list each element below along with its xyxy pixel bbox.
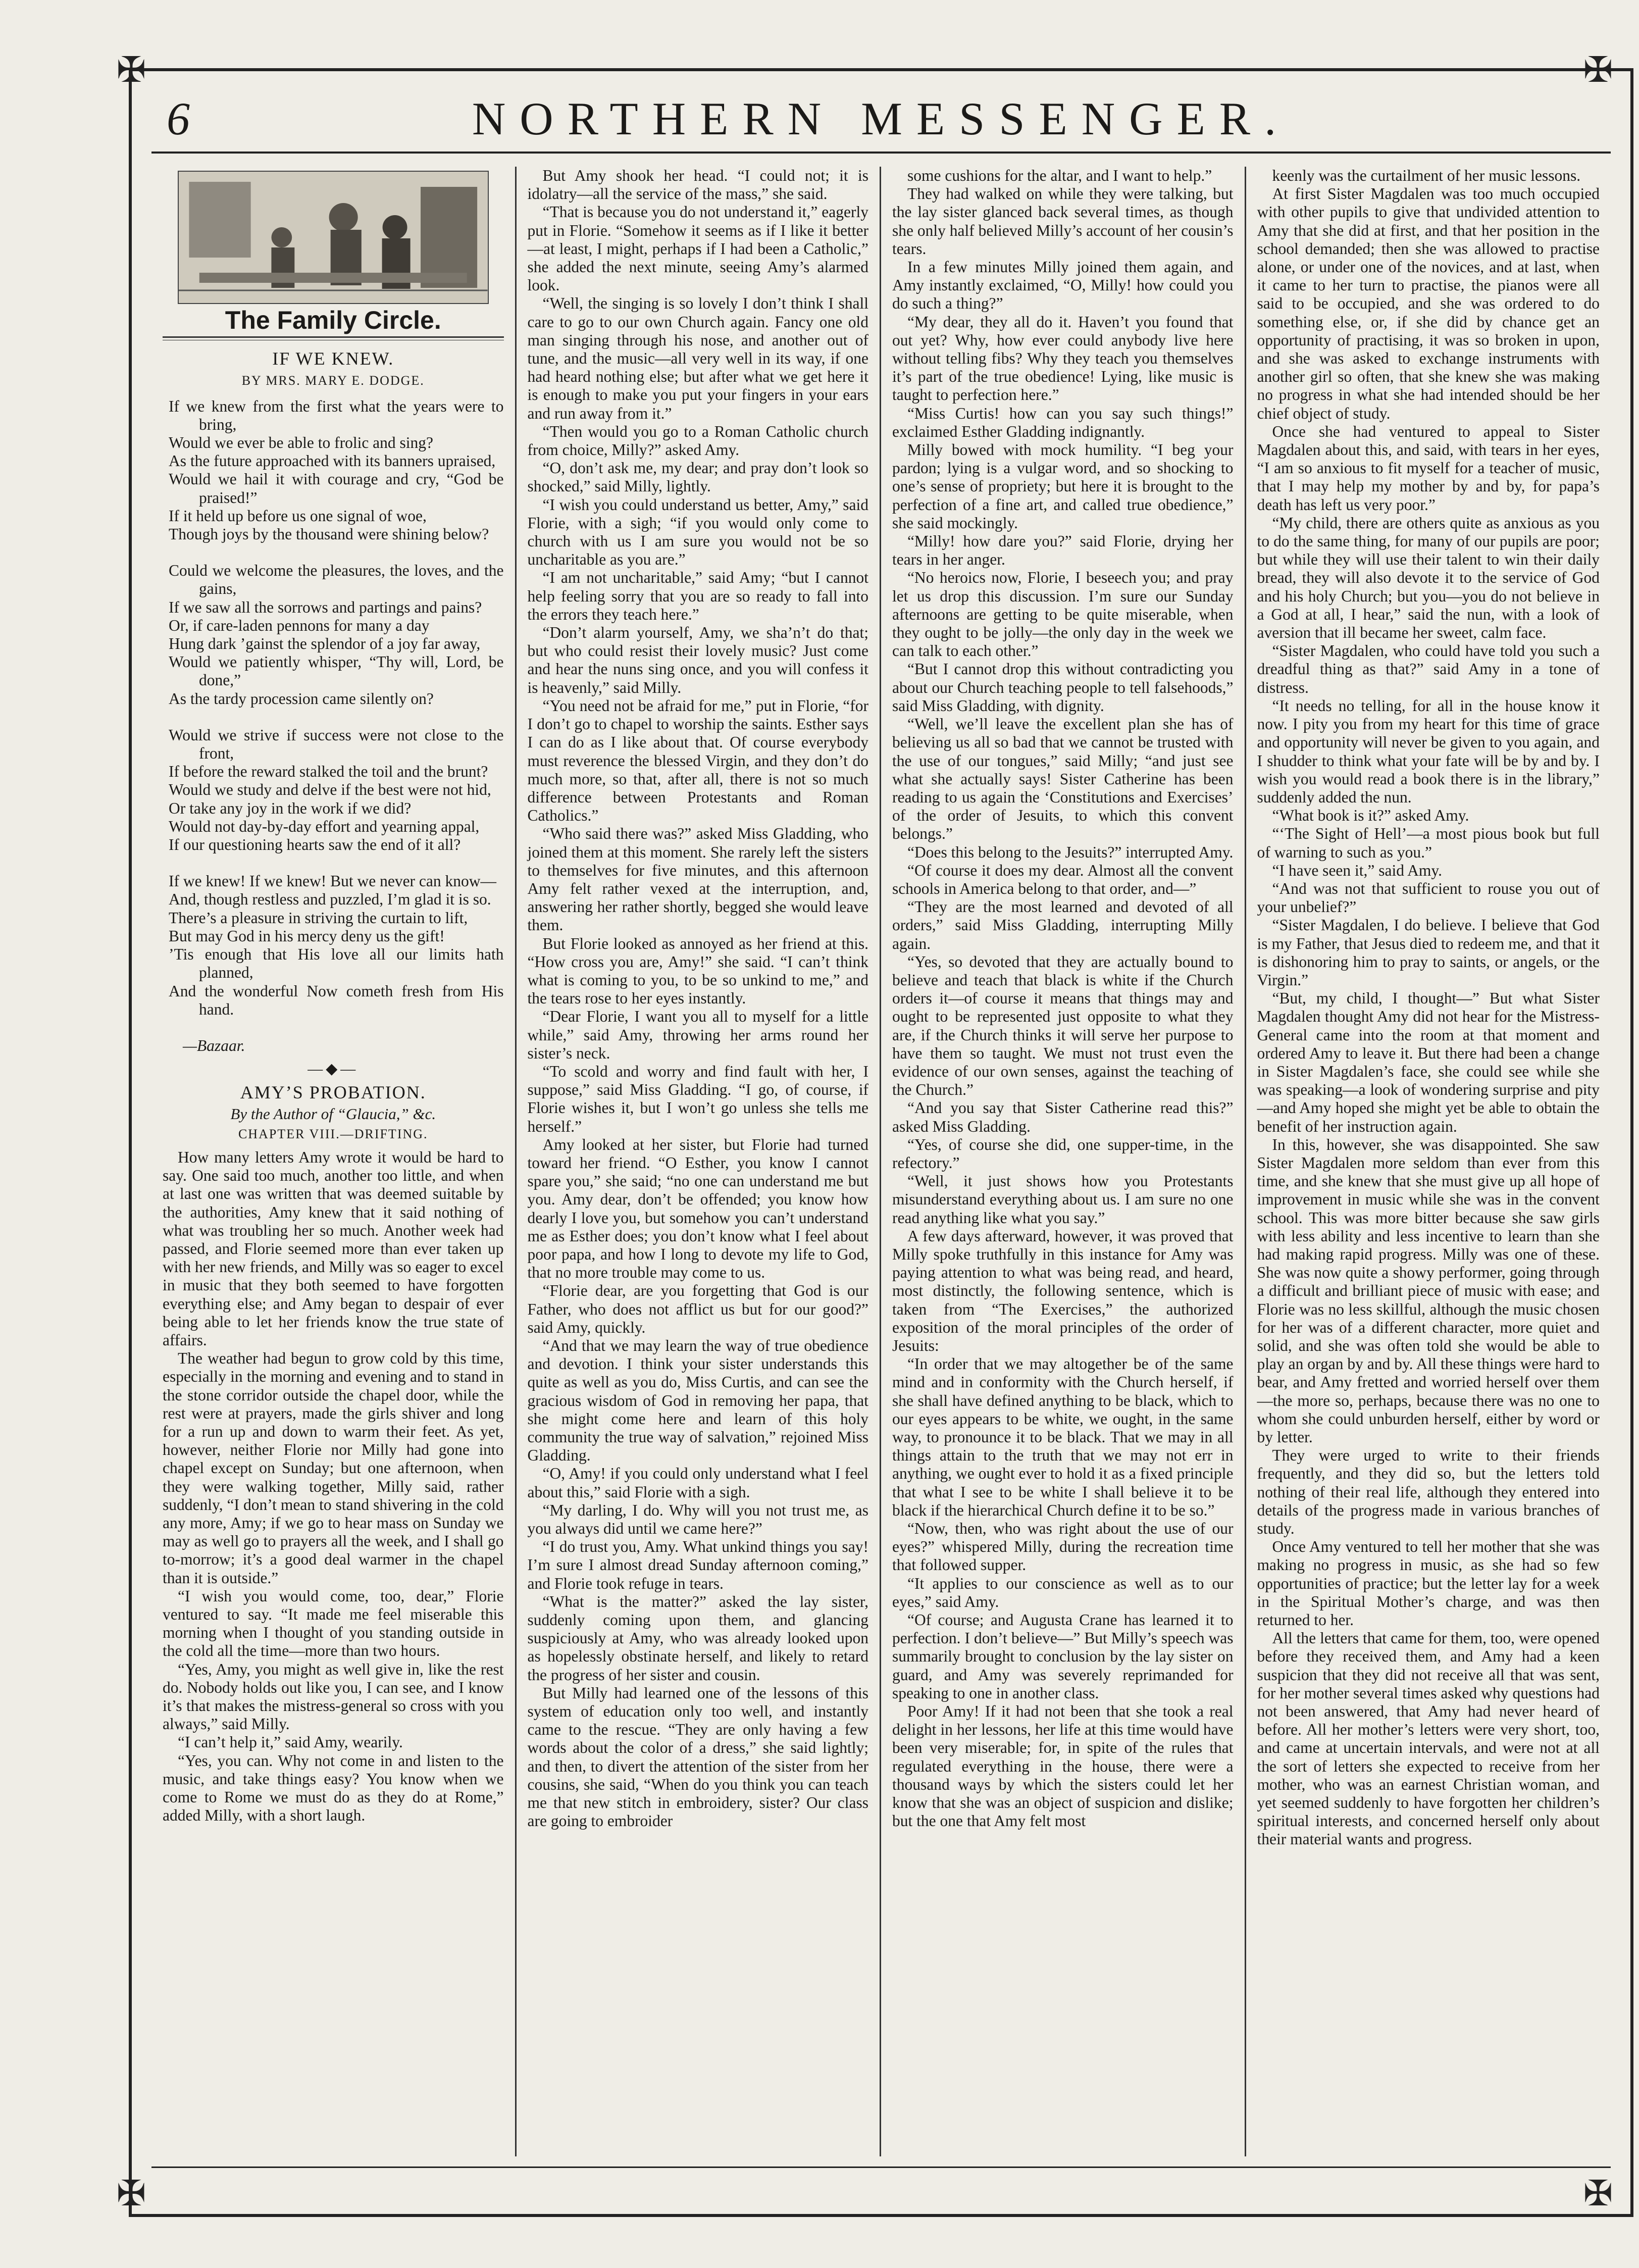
poem-line: If we knew! If we knew! But we never can know— [169,872,497,890]
poem-line: Would we hail it with courage and cry, “God be praised!” [169,470,504,507]
story-paragraph: “Does this belong to the Jesuits?” interrupted Amy. [907,843,1234,861]
story-paragraph: “Yes, of course she did, one supper-time, in the refectory.” [892,1135,1234,1172]
story-paragraph: “Sister Magdalen, who could have told you such a dreadful thing as that?” said Amy in a tone of distress. [1257,642,1600,696]
poem-byline: BY MRS. MARY E. DODGE. [241,373,425,388]
story-paragraph: “My child, there are others quite as anxious as you to do the same thing, for many of our pupils are poor; but while they will use their talent to win their daily bread, they will also devote it to the service of God and his holy Church; but you—you do not believe in a God at all, I hear,” said the nun, with a look of aversion that ill became her sweet, calm face. [1257,514,1600,642]
story-paragraph: At first Sister Magdalen was too much occupied with other pupils to give that undivided attention to Amy that she did at first, and that her position in the school demanded; then she was allowed to practise alone, or under one of the novices, and at last, when it came to her turn to practise, the pianos were all said to be occupied, and she was ordered to do something else, or, if she did by chance get an opportunity of practising, it was so broken in upon, and she was asked to exchange instruments with another girl so often, that she knew she was making no progress in what she had intended should be her chief object of study. [1257,185,1600,422]
poem-stanza [163,397,504,544]
masthead-title: NORTHERN MESSENGER. [472,93,1291,144]
corner-ornament-top-left: ✠ [116,51,146,90]
poem-line: If we saw all the sorrows and partings and pains? [169,598,482,616]
page-number: 6 [167,93,190,144]
story-paragraph: “Well, we’ll leave the excellent plan she has of believing us all so bad that we cannot be trusted with the use of our tongues,” said Milly; “and just see what she actually says! Sister Catherine has been reading to us again the ‘Constitutions and Exercises’ of the order of Jesuits, to which this convent belongs.” [892,715,1234,843]
story-paragraph: “Sister Magdalen, I do believe. I believe that God is my Father, that Jesus died to redeem me, and that it is dishonoring him to pray to saints, or angels, or the Virgin.” [1257,916,1600,989]
story-paragraph: “My dear, they all do it. Haven’t you found that out yet? Why, how ever could anybody live here without telling fibs? Why they teach you themselves it’s part of the true obedience! Lying, like music is taught to perfection here.” [892,313,1234,404]
story-paragraph: “Of course; and Augusta Crane has learned it to perfection. I don’t believe—” But Milly’s speech was summarily brought to conclusion by the lay sister on guard, and Amy was severely reprimanded for speaking to one in another class. [892,1611,1234,1702]
column-1 [151,167,517,2156]
poem-line: Hung dark ’gainst the splendor of a joy far away, [169,635,481,653]
story-paragraph: “Now, then, who was right about the use of our eyes?” whispered Milly, during the recreation time that followed supper. [892,1520,1234,1574]
story-paragraph: Milly bowed with mock humility. “I beg your pardon; lying is a vulgar word, and so shocking to one’s sense of propriety; but here it is brought to the perfection of a fine art, and called true obedience,” she said mockingly. [892,441,1234,532]
story-paragraph: “Who said there was?” asked Miss Gladding, who joined them at this moment. She rarely left the sisters to themselves for five minutes, and this afternoon Amy felt rather vexed at the interruption, and, answering her rather shortly, begged she would leave them. [527,825,868,934]
story-paragraph: Once Amy ventured to tell her mother that she was making no progress in music, as she had so few opportunities of practice; but the letter lay for a week in the Spiritual Mother’s charge, and was then returned to her. [1257,1538,1600,1629]
poem-stanza [163,872,504,1019]
story-paragraph: In this, however, she was disappointed. She saw Sister Magdalen more seldom than ever from this time, and she knew that she must give up all hope of improvement in music while she was in the convent school. This was more bitter because she saw girls with less ability and less incentive to learn than she had making rapid progress. Milly was one of these. She was now quite a showy performer, going through a difficult and brilliant piece of music with ease; and Florie was no less skillful, although the music chosen for her was of a different character, more quiet and solid, and she was often told she would be able to play an organ by and by. All these things were hard to bear, and Amy fretted and worried herself over them—the more so, perhaps, because there was no one to whom she could unburden herself, either by word or by letter. [1257,1135,1600,1446]
section-rule [163,336,504,340]
poem-line: And the wonderful Now cometh fresh from His hand. [169,982,504,1018]
poem-line: As the tardy procession came silently on? [169,689,434,708]
chapter-heading: CHAPTER VIII.—DRIFTING. [238,1126,428,1141]
story-paragraph: “Milly! how dare you?” said Florie, drying her tears in her anger. [892,532,1234,569]
story-paragraph: “I have seen it,” said Amy. [1272,861,1442,879]
engraving-image [179,172,488,303]
poem-source: —Bazaar. [183,1036,245,1054]
poem-stanza [163,562,504,708]
poem-title: IF WE KNEW. [272,348,394,369]
story-paragraph: “Then would you go to a Roman Catholic church from choice, Milly?” asked Amy. [527,422,868,459]
story-body-column-2 [528,167,869,1830]
article-columns [151,167,1611,2156]
story-paragraph: All the letters that came for them, too, were opened before they received them, and Amy had a keen suspicion that they did not receive all that was sent, for her mother several times asked why questions had not been answered, that Amy had never heard of before. All her mother’s letters were very short, too, and came at uncertain intervals, and were not at all the sort of letters she expected to receive from her mother, who was an earnest Christian woman, and yet seemed suddenly to have forgotten her children’s spiritual interests, and concerned herself only about their material wants and progress. [1257,1629,1600,1848]
poem-line: Would we ever be able to frolic and sing? [169,434,434,452]
poem-body [163,397,504,1055]
story-paragraph: “And you say that Sister Catherine read this?” asked Miss Gladding. [892,1099,1234,1135]
story-paragraph: “Well, the singing is so lovely I don’t think I shall care to go to our own Church again. Fancy one old man singing through his nose, and another out of tune, and the music—all very well in its way, if one had heard nothing else; but after what we get here it is enough to make you put your fingers in your ears and run away from it.” [527,294,868,422]
poem-line: If it held up before us one signal of woe, [169,507,427,525]
story-paragraph: “That is because you do not understand it,” eagerly put in Florie. “Somehow it seems as if I like it better—at least, I might, perhaps if I had been a Catholic,” she added the next minute, seeing Amy’s alarmed look. [527,203,868,294]
poem-line: There’s a pleasure in striving the curtain to lift, [169,909,468,927]
poem-line: But may God in his mercy deny us the gift! [169,927,445,945]
column-2 [517,167,882,2156]
poem-line: If we knew from the first what the years were to bring, [169,397,504,433]
story-body-column-4 [1257,167,1600,1849]
story-paragraph: Poor Amy! If it had not been that she took a real delight in her lessons, her life at this time would have been very miserable; for, in spite of the rules that regulated everything in the house, there were a thousand ways by which the sisters could let her know that she was an object of suspicion and dislike; but the one that Amy felt most [892,1702,1234,1830]
story-paragraph: “I wish you would come, too, dear,” Florie ventured to say. “It made me feel miserable this morning when I thought of you standing outside in the cold all the time—more than two hours. [163,1587,504,1660]
poem-line: If our questioning hearts saw the end of it all? [169,836,461,854]
story-paragraph: some cushions for the altar, and I want to help.” [907,167,1212,184]
corner-ornament-top-right: ✠ [1583,51,1613,90]
story-paragraph: “Yes, you can. Why not come in and listen to the music, and take things easy? You know when we come to Rome we must do as they do at Rome,” added Milly, with a short laugh. [163,1751,504,1825]
story-paragraph: “I wish you could understand us better, Amy,” said Florie, with a sigh; “if you would only come to church with us I am sure you would not be so uncharitable as you are.” [527,495,868,569]
story-paragraph: “Dear Florie, I want you all to myself for a little while,” said Amy, throwing her arms round her sister’s neck. [527,1007,868,1062]
story-paragraph: Once she had ventured to appeal to Sister Magdalen about this, and said, with tears in her eyes, “I am so anxious to fit myself for a teacher of music, that I may help my mother by and by, for papa’s death has left us very poor.” [1257,422,1600,514]
story-paragraph: “I am not uncharitable,” said Amy; “but I cannot help feeling sorry that you are so ready to fall into the errors they teach here.” [527,569,868,623]
column-3 [881,167,1246,2156]
poem-line: And, though restless and puzzled, I’m glad it is so. [169,890,491,909]
story-paragraph: A few days afterward, however, it was proved that Milly spoke truthfully in this instance for Amy was paying attention to what was being read, and heard, most distinctly, the following sentence, which is taken from “The Exercises,” the authorized exposition of the moral principles of the order of Jesuits: [892,1227,1234,1354]
story-paragraph: “Yes, so devoted that they are actually bound to believe and teach that black is white if the Church orders it—of course it means that things may and ought to be represented just opposite to what they are, if the Church thinks it will serve her purpose to have them so taught. We must not trust even the evidence of our own senses, against the teaching of the Church.” [892,952,1234,1099]
story-paragraph: How many letters Amy wrote it would be hard to say. One said too much, another too little, and when at last one was written that was deemed suitable by the authorities, Amy knew that it said nothing of what was troubling her so much. Another week had passed, and Florie seemed more than ever taken up with her new friends, and Milly was so eager to excel in music that they both seemed to have forgotten everything else; and Amy began to despair of ever being able to let her friends know the true state of affairs. [163,1148,504,1349]
story-body-column-3 [892,167,1234,1830]
story-paragraph: “‘The Sight of Hell’—a most pious book but full of warning to such as you.” [1257,825,1600,861]
story-paragraph: “What is the matter?” asked the lay sister, suddenly coming upon them, and glancing suspiciously at Amy, who was already looked upon as hopelessly obstinate herself, and likely to retard the progress of her sister and cousin. [527,1592,868,1684]
story-paragraph: “I do trust you, Amy. What unkind things you say! I’m sure I almost dread Sunday afternoon coming,” and Florie took refuge in tears. [527,1538,868,1592]
poem-line: Or, if care-laden pennons for many a day [169,616,430,634]
story-paragraph: “And was not that sufficient to rouse you out of your unbelief?” [1257,879,1600,916]
story-paragraph: Amy looked at her sister, but Florie had turned toward her friend. “O Esther, you know I cannot spare you,” she said; “no one can understand me but you. Amy dear, don’t be offended; you know how dearly I love you, but somehow you can’t understand me as Esther does; you don’t know what I feel about poor papa, and how I long to devote my life to God, that no more trouble may come to us. [527,1135,868,1282]
story-paragraph: In a few minutes Milly joined them again, and Amy instantly exclaimed, “O, Milly! how could you do such a thing?” [892,258,1234,313]
story-paragraph: “It applies to our conscience as well as to our eyes,” said Amy. [892,1574,1234,1610]
story-paragraph: “In order that we may altogether be of the same mind and in conformity with the Church herself, if she shall have defined anything to be black, which to our eyes appears to be white, we ought, in the same way, to pronounce it to be black. That we may in all things attain to the truth that we may not err in anything, we ought ever to hold it as a fixed principle that what I see to be white I shall believe it to be black if the hierarchical Church define it to be so.” [892,1355,1234,1519]
masthead [151,91,1611,146]
story-paragraph: “But I cannot drop this without contradicting you about our Church teaching people to tell falsehoods,” said Miss Gladding, with dignity. [892,660,1234,715]
corner-ornament-bottom-right: ✠ [1583,2175,1613,2213]
poem-line: Would not day-by-day effort and yearning appal, [169,817,480,835]
poem-line: Or take any joy in the work if we did? [169,799,412,817]
story-paragraph: “Well, it just shows how you Protestants misunderstand everything about us. I am sure no one read anything like what you say.” [892,1172,1234,1227]
section-heading: The Family Circle. [225,306,441,334]
story-paragraph: “Don’t alarm yourself, Amy, we sha’n’t do that; but who could resist their lovely music? Just come and hear the nuns sing once, and you will confess it is heavenly,” said Milly. [527,624,868,696]
poem-line: As the future approached with its banners upraised, [169,452,496,470]
story-paragraph: They were urged to write to their friends frequently, and they did so, but the letters told nothing of their real life, although they entered into details of the progress made in various branches of study. [1257,1446,1600,1538]
story-paragraph: “My darling, I do. Why will you not trust me, as you always did until we came here?” [527,1501,868,1538]
story-paragraph: “It needs no telling, for all in the house know it now. I pity you from my heart for this time of grace and opportunity will never be given to you again, and I shudder to think what your fate will be by and by. I wish you would read a book there is in the library,” suddenly added the nun. [1257,696,1600,806]
story-title: AMY’S PROBATION. [240,1082,426,1103]
bottom-rule [151,2166,1611,2168]
story-paragraph: But Florie looked as annoyed as her friend at this. “How cross you are, Amy!” she said. “I can’t think what is coming to you, to be so unkind to me,” and the tears rose to her eyes instantly. [527,934,868,1007]
story-paragraph: “Florie dear, are you forgetting that God is our Father, who does not afflict us but for our good?” said Amy, quickly. [527,1282,868,1336]
story-paragraph: But Milly had learned one of the lessons of this system of education only too well, and instantly came to the rescue. “They are only having a few words about the color of a dress,” she said lightly; and then, to divert the attention of the sister from her cousins, she said, “When do you think you can teach me that new stitch in embroidery, sister? Our class are going to embroider [527,1684,868,1830]
poem-line: Would we strive if success were not close to the front, [169,726,504,763]
story-paragraph: “I can’t help it,” said Amy, wearily. [178,1733,403,1751]
story-paragraph: “But, my child, I thought—” But what Sister Magdalen thought Amy did not hear for the Mistress-General came into the room at that moment and ordered Amy to leave it. But there had been a change in Sister Magdalen’s face, she could see while she was speaking—a look of wondering surprise and pity—and Amy hoped she might yet be able to obtain the benefit of her instruction again. [1257,989,1600,1135]
ornamental-divider: —◆— [308,1061,359,1078]
story-paragraph: But Amy shook her head. “I could not; it is idolatry—all the service of the mass,” she said. [527,167,868,203]
corner-ornament-bottom-left: ✠ [116,2175,146,2213]
story-paragraph: “Of course it does my dear. Almost all the convent schools in America belong to that order, and—” [892,861,1234,897]
poem-line: Would we patiently whisper, “Thy will, Lord, be done,” [169,653,504,689]
column-4 [1246,167,1611,2156]
poem-line: Could we welcome the pleasures, the loves, and the gains, [169,562,504,598]
poem-line: Though joys by the thousand were shining below? [169,525,489,543]
story-paragraph: “No heroics now, Florie, I beseech you; and pray let us drop this discussion. I’m sure our Sunday afternoons are getting to be quite miserable, when they ought to be jolly—the only day in the week we can talk to each other.” [892,569,1234,660]
story-paragraph: They had walked on while they were talking, but the lay sister glanced back several times, as though she only half believed Milly’s account of her cousin’s tears. [892,185,1234,258]
story-paragraph: “And that we may learn the way of true obedience and devotion. I think your sister understands this quite as well as you do, Miss Curtis, and can see the gracious wisdom of God in removing her papa, that she might come here and learn of this holy community the true way of salvation,” rejoined Miss Gladding. [527,1337,868,1465]
poem-stanza [163,726,504,854]
poem-line: Would we study and delve if the best were not hid, [169,781,491,799]
story-paragraph: “O, Amy! if you could only understand what I feel about this,” said Florie with a sigh. [527,1465,868,1501]
story-paragraph: “You need not be afraid for me,” put in Florie, “for I don’t go to chapel to worship the saints. Esther says I can do as I like about that. Of course everybody must reverence the blessed Virgin, and they don’t do much more, so that, after all, there is not so much difference between Protestants and Roman Catholics.” [527,696,868,825]
story-paragraph: The weather had begun to grow cold by this time, especially in the morning and evening and to stand in the stone corridor outside the chapel door, while the rest were at prayers, made the girls shiver and long for a run up and down to warm their feet. As yet, however, neither Florie nor Milly had gone into chapel except on Sunday; but one afternoon, when they were walking together, Milly said, rather suddenly, “I don’t mean to stand shivering in the cold any more, Amy; if we go to hear mass on Sunday we may as well go to prayers all the week, and I shall go to-morrow; it’s a good deal warmer in the chapel than it is outside.” [163,1349,504,1587]
masthead-rule [151,152,1611,154]
story-body-column-1 [163,1148,504,1825]
story-paragraph: keenly was the curtailment of her music lessons. [1272,167,1581,184]
poem-line: If before the reward stalked the toil and the brunt? [169,763,488,781]
story-paragraph: “Miss Curtis! how can you say such things!” exclaimed Esther Gladding indignantly. [892,404,1234,440]
story-paragraph: “They are the most learned and devoted of all orders,” said Miss Gladding, interrupting Milly again. [892,898,1234,952]
family-circle-illustration [178,171,489,304]
poem-line: ’Tis enough that His love all our limits hath planned, [169,945,504,982]
story-paragraph: “What book is it?” asked Amy. [1272,807,1469,825]
story-paragraph: “Yes, Amy, you might as well give in, like the rest do. Nobody holds out like you, I can see, and I know it’s that makes the mistress-general so cross with you always,” said Milly. [163,1660,504,1733]
story-paragraph: “To scold and worry and find fault with her, I suppose,” said Miss Gladding. “I go, of course, if Florie wishes it, but I won’t go unless she tells me herself.” [527,1062,868,1135]
story-paragraph: “O, don’t ask me, my dear; and pray don’t look so shocked,” said Milly, lightly. [527,459,868,495]
story-author: By the Author of “Glaucia,” &c. [230,1104,436,1123]
